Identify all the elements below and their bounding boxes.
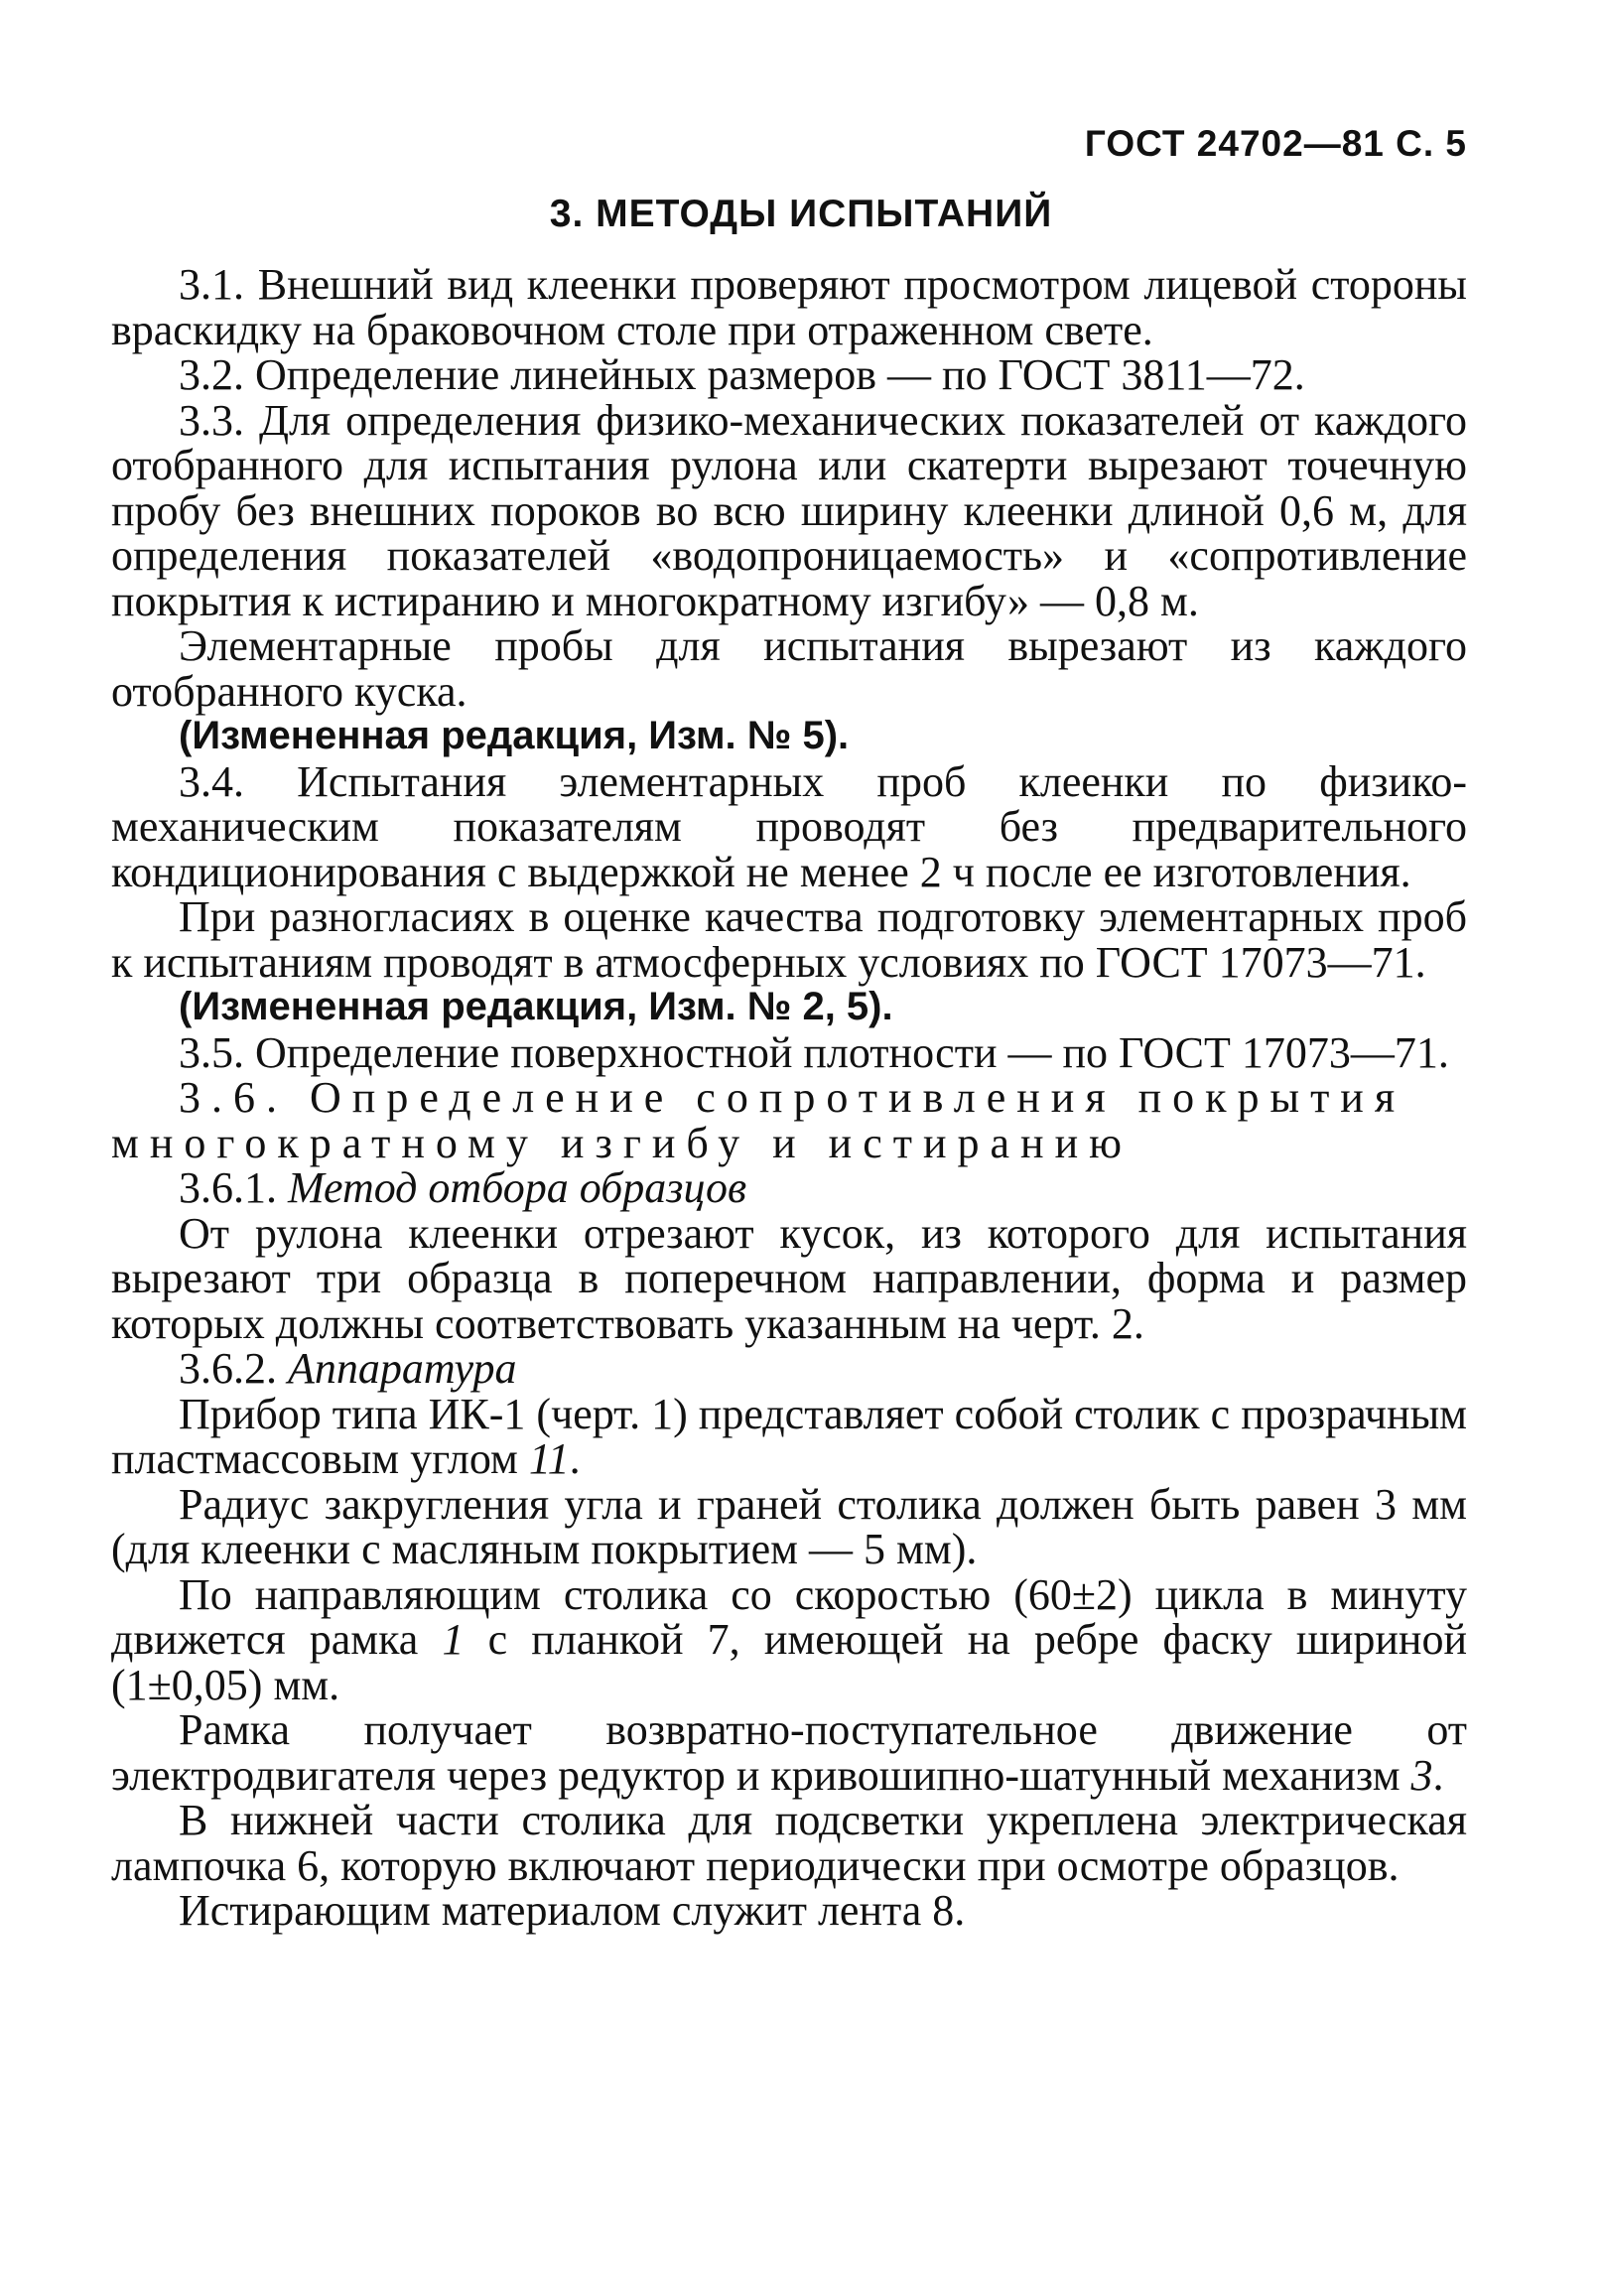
paragraph-radius: Радиус закругления угла и граней столика должен быть равен 3 мм (для клеенки с масляным покрытием — 5 мм). xyxy=(111,1479,1467,1573)
sentence-end: . xyxy=(1432,1750,1444,1800)
paragraph-3-6-1-text: От рулона клеенки отрезают кусок, из которого для испытания вырезают три образца в поперечном направлении, форма и размер которых должны соответствовать указанным на черт. 2. xyxy=(111,1208,1467,1348)
section-title: 3. МЕТОДЫ ИСПЫТАНИЙ xyxy=(549,193,1053,235)
running-header: ГОСТ 24702—81 С. 5 xyxy=(1084,123,1467,164)
paragraph-abrasive: Истирающим материалом служит лента 8. xyxy=(179,1886,966,1935)
paragraph-frame xyxy=(111,1569,1468,1709)
paragraph-3-1: 3.1. Внешний вид клеенки проверяют просмотром лицевой стороны враскидку на браковочном столе при отраженном свете. xyxy=(111,260,1467,354)
amendment-note-2: (Измененная редакция, Изм. № 2, 5). xyxy=(179,985,893,1028)
motion-text: Рамка получает возвратно-поступательное движение от электродвигателя через редуктор и кривошипно-шатунный механизм xyxy=(111,1705,1467,1800)
device-text: Прибор типа ИК-1 (черт. 1) представляет собой столик с прозрачным пластмассовым углом xyxy=(111,1389,1467,1483)
clause-title: Аппаратура xyxy=(288,1344,517,1393)
paragraph-3-6-2-device xyxy=(111,1389,1467,1483)
clause-number: 3.6.2. xyxy=(179,1344,277,1393)
clause-title: Метод отбора образцов xyxy=(288,1163,747,1212)
paragraph-3-4-disagreement: При разногласиях в оценке качества подготовку элементарных проб к испытаниям проводят в атмосферных условиях по ГОСТ 17073—71. xyxy=(111,892,1467,987)
reference-number: 11 xyxy=(528,1434,570,1483)
paragraph-motion xyxy=(111,1707,1467,1798)
paragraph-3-3: 3.3. Для определения физико-механических показателей от каждого отобранного для испытания рулона или скатерти вырезают точечную пробу без внешних пороков во всю ширину клеенки длиной 0,6 м, для определения показателей «водопроницаемость» и «сопротивление покрытия к истиранию и многократному изгибу» — 0,8 м. xyxy=(111,395,1467,625)
frame-text-start: По направляющим столика со скоростью (60±2) цикла в минуту движется рамка xyxy=(111,1569,1467,1664)
document-body xyxy=(111,262,1467,1934)
reference-number: 1 xyxy=(442,1615,465,1664)
reference-number: 3 xyxy=(1410,1750,1433,1800)
paragraph-3-2: 3.2. Определение линейных размеров — по ГОСТ 3811—72. xyxy=(179,350,1305,399)
paragraph-3-6-1-heading xyxy=(111,1165,1467,1211)
sentence-end: . xyxy=(569,1434,581,1483)
paragraph-3-4: 3.4. Испытания элементарных проб клеенки по физико-механическим показателям проводят без предварительного кондиционирования с выдержкой не менее 2 ч после ее изготовления. xyxy=(111,756,1467,896)
paragraph-lamp: В нижней части столика для подсветки укреплена электрическая лампочка 6, которую включают периодически при осмотре образцов. xyxy=(111,1796,1467,1890)
paragraph-3-5: 3.5. Определение поверхностной плотности — по ГОСТ 17073—71. xyxy=(179,1027,1449,1077)
amendment-note-1: (Измененная редакция, Изм. № 5). xyxy=(179,714,850,757)
clause-number: 3.6.1. xyxy=(179,1163,277,1212)
paragraph-3-3-elementary: Элементарные пробы для испытания вырезают из каждого отобранного куска. xyxy=(111,621,1467,716)
paragraph-3-6-2-heading xyxy=(111,1346,1467,1392)
frame-text-end: с планкой 7, имеющей на ребре фаску шириной (1±0,05) мм. xyxy=(111,1615,1468,1709)
paragraph-3-6-heading: 3.6. Определение сопротивления покрытия многократному изгибу и истиранию xyxy=(111,1073,1406,1167)
